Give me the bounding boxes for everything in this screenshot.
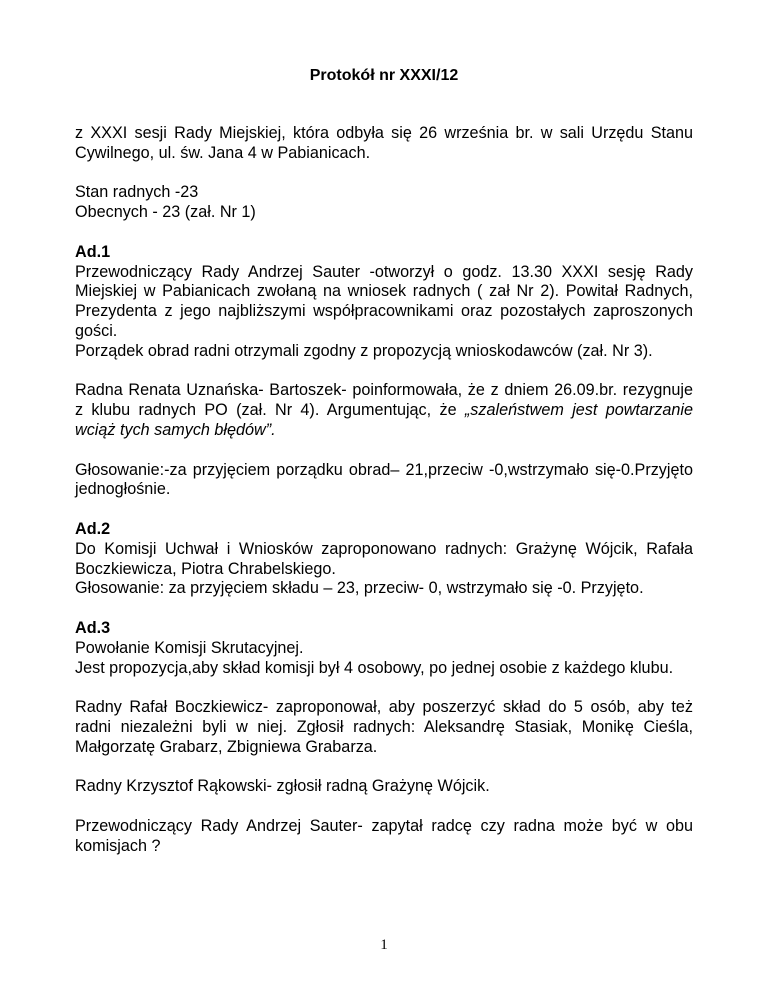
ad3-paragraph-proposal: Jest propozycja,aby skład komisji był 4 osobowy, po jednej osobie z każdego klubu.	[75, 658, 674, 677]
ad1-heading: Ad.1	[75, 242, 111, 261]
stan-radnych-line: Stan radnych -23	[75, 183, 199, 202]
resignation-text: Radna Renata Uznańska- Bartoszek- poinformowała, że z dniem 26.09.br. rezygnuje z klubu radnych PO (zał. Nr 4). Argumentując, że	[75, 381, 693, 420]
ad3-paragraph-boczkiewicz: Radny Rafał Boczkiewicz- zaproponował, aby poszerzyć skład do 5 osób, aby też radni niezależni byli w niej. Zgłosił radnych: Aleksandrę Stasiak, Monikę Cieśla, Małgorzatę Grabarz, Zbigniewa Grabarza.	[75, 698, 693, 756]
document-body	[75, 124, 693, 856]
document-title: Protokół nr XXXI/12	[309, 67, 459, 84]
ad1-paragraph-vote: Głosowanie:-za przyjęciem porządku obrad– 21,przeciw -0,wstrzymało się-0.Przyjęto jednogłośnie.	[75, 460, 693, 499]
ad2-heading: Ad.2	[75, 519, 111, 538]
ad3-paragraph-sauter: Przewodniczący Rady Andrzej Sauter- zapytał radcę czy radna może być w obu komisjach ?	[75, 816, 693, 855]
page-number: 1	[380, 937, 388, 953]
obecnych-line: Obecnych - 23 (zał. Nr 1)	[75, 203, 256, 222]
intro-paragraph: z XXXI sesji Rady Miejskiej, która odbyła się 26 września br. w sali Urzędu Stanu Cywilnego, ul. św. Jana 4 w Pabianicach.	[75, 124, 693, 162]
ad1-paragraph-agenda: Porządek obrad radni otrzymali zgodny z propozycją wnioskodawców (zał. Nr 3).	[75, 341, 653, 360]
ad2-paragraph-members: Do Komisji Uchwał i Wniosków zaproponowano radnych: Grażynę Wójcik, Rafała Boczkiewicza, Piotra Chrabelskiego.	[75, 539, 693, 578]
ad3-paragraph-title: Powołanie Komisji Skrutacyjnej.	[75, 638, 304, 657]
ad1-paragraph-resignation	[75, 381, 693, 440]
resignation-quote: „szaleństwem jest powtarzanie wciąż tych samych błędów”.	[75, 401, 693, 439]
ad2-paragraph-vote: Głosowanie: za przyjęciem składu – 23, przeciw- 0, wstrzymało się -0. Przyjęto.	[75, 579, 644, 598]
ad3-heading: Ad.3	[75, 618, 111, 637]
ad1-paragraph-opening: Przewodniczący Rady Andrzej Sauter -otworzył o godz. 13.30 XXXI sesję Rady Miejskiej w Pabianicach zwołaną na wniosek radnych ( zał Nr 2). Powitał Radnych, Prezydenta z jego najbliższymi współpracownikami oraz pozostałych zaproszonych gości.	[75, 262, 693, 340]
ad3-paragraph-rakowski: Radny Krzysztof Rąkowski- zgłosił radną Grażynę Wójcik.	[75, 777, 490, 796]
